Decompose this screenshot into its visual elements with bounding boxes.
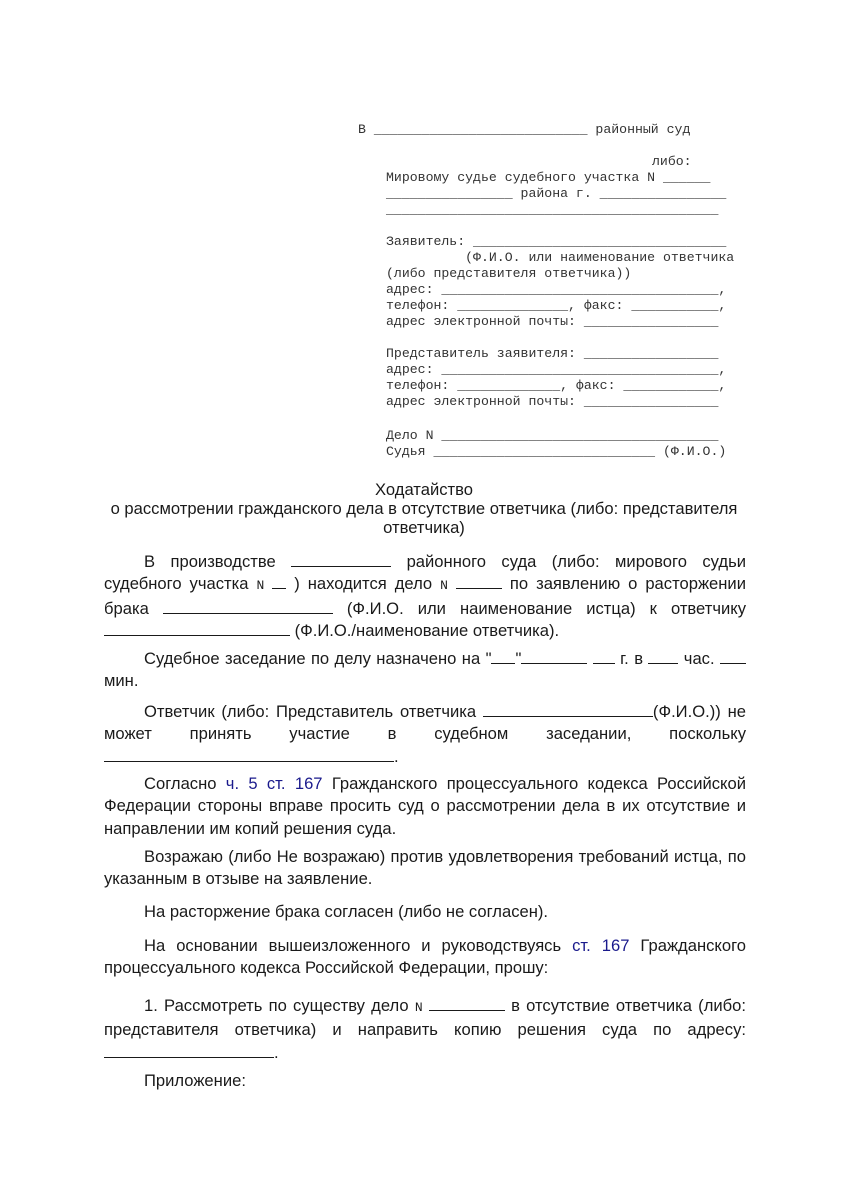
paragraph-objection — [104, 846, 746, 891]
title-line-2: о рассмотрении гражданского дела в отсутствие ответчика (либо: представителя — [110, 499, 738, 518]
title-line-1: Ходатайство — [375, 480, 473, 499]
law-reference-link[interactable]: ч. 5 ст. 167 — [225, 774, 323, 793]
blank-defendant-name — [104, 621, 290, 636]
blank-plaintiff-name — [163, 599, 333, 614]
alternative-label: либо: — [652, 154, 692, 169]
applicant-email: адрес электронной почты: _________________ — [386, 314, 719, 329]
blank-year — [593, 649, 615, 664]
paragraph-request-basis — [104, 935, 746, 980]
applicant-phone-fax: телефон: ______________, факс: ___________, — [386, 298, 727, 313]
text: мин. — [104, 671, 139, 691]
blank-minute — [720, 649, 746, 664]
text: На расторжение брака согласен (либо не согласен). — [144, 902, 549, 921]
attachments-heading — [104, 1070, 746, 1092]
representative-field: Представитель заявителя: _________________ — [386, 346, 719, 361]
blank-address — [104, 1043, 274, 1058]
text: ) находится дело — [286, 574, 441, 594]
applicant-note-2: (либо представителя ответчика)) — [386, 266, 632, 281]
text: (Ф.И.О.)) не может принять участие в судебном заседании, поскольку — [104, 702, 746, 744]
applicant-note-1: (Ф.И.О. или наименование ответчика — [386, 250, 735, 265]
blank-month — [521, 649, 587, 664]
text: . — [394, 746, 399, 766]
text: Возражаю (либо Не возражаю) против удовлетворения требований истца, по указанным в отзыве на заявление. — [104, 847, 746, 889]
text: " — [515, 649, 522, 668]
text: Согласно — [144, 774, 226, 793]
text: районного суда (либо: мирового судьи судебного участка — [104, 552, 746, 594]
court-line: В ___________________________ районный суд — [358, 122, 691, 137]
paragraph-absence-reason — [104, 701, 746, 768]
blank-reason — [104, 747, 394, 762]
text: Судебное заседание по делу назначено на " — [144, 649, 492, 668]
paragraph-proceedings — [104, 551, 746, 642]
judge-field: Судья ____________________________ (Ф.И.О.) — [386, 444, 727, 459]
magistrate-line-2: ________________ района г. ________________ — [386, 186, 727, 201]
number-sign: N — [256, 578, 265, 594]
text: Ответчик (либо: Представитель ответчика — [144, 702, 483, 721]
text: (Ф.И.О. или наименование истца) к ответчику — [332, 598, 746, 618]
text: . — [274, 1042, 279, 1062]
blank-case-number — [429, 996, 505, 1011]
blank-court-name — [291, 552, 391, 567]
paragraph-divorce-consent — [104, 901, 746, 923]
text: В производстве — [144, 552, 292, 571]
text: в отсутствие ответчика (либо: представителя ответчика) и направить копию решения суда по адресу: — [104, 996, 746, 1040]
magistrate-line-1: Мировому судье судебного участка N ______ — [386, 170, 711, 185]
representative-phone-fax: телефон: _____________, факс: ____________, — [386, 378, 727, 393]
text: час. — [678, 649, 720, 668]
representative-address: адрес: ___________________________________, — [386, 362, 727, 377]
text: по заявлению о расторжении брака — [104, 574, 746, 618]
applicant-address: адрес: ___________________________________, — [386, 282, 727, 297]
text: Гражданского процессуального кодекса Российской Федерации стороны вправе просить суд о рассмотрении дела в их отсутствие и направлении им копий решения суда. — [104, 774, 746, 838]
blank-day — [491, 649, 515, 664]
paragraph-legal-basis — [104, 773, 746, 840]
text: (Ф.И.О./наименование ответчика). — [290, 620, 560, 640]
document-title — [104, 480, 744, 537]
blank-case-number — [456, 574, 502, 589]
text: 1. Рассмотреть по существу дело — [144, 996, 415, 1015]
paragraph-hearing-date — [104, 648, 746, 693]
number-sign: N — [440, 578, 448, 594]
case-number-field: Дело N ___________________________________ — [386, 428, 719, 443]
text: г. в — [614, 649, 649, 668]
title-line-3: ответчика) — [383, 518, 465, 537]
text: На основании вышеизложенного и руководствуясь — [144, 936, 573, 955]
blank-hour — [648, 649, 678, 664]
number-sign: N — [414, 1000, 423, 1015]
text: Приложение: — [144, 1071, 246, 1090]
magistrate-line-3: __________________________________________ — [386, 202, 719, 217]
paragraph-request-item-1 — [104, 995, 746, 1064]
applicant-field: Заявитель: ________________________________ — [386, 234, 727, 249]
blank-representative-name — [483, 702, 653, 717]
text: Гражданского процессуального кодекса Российской Федерации, прошу: — [104, 936, 747, 978]
blank-precinct-number — [272, 574, 286, 589]
law-reference-link[interactable]: ст. 167 — [572, 936, 630, 955]
representative-email: адрес электронной почты: _________________ — [386, 394, 719, 409]
